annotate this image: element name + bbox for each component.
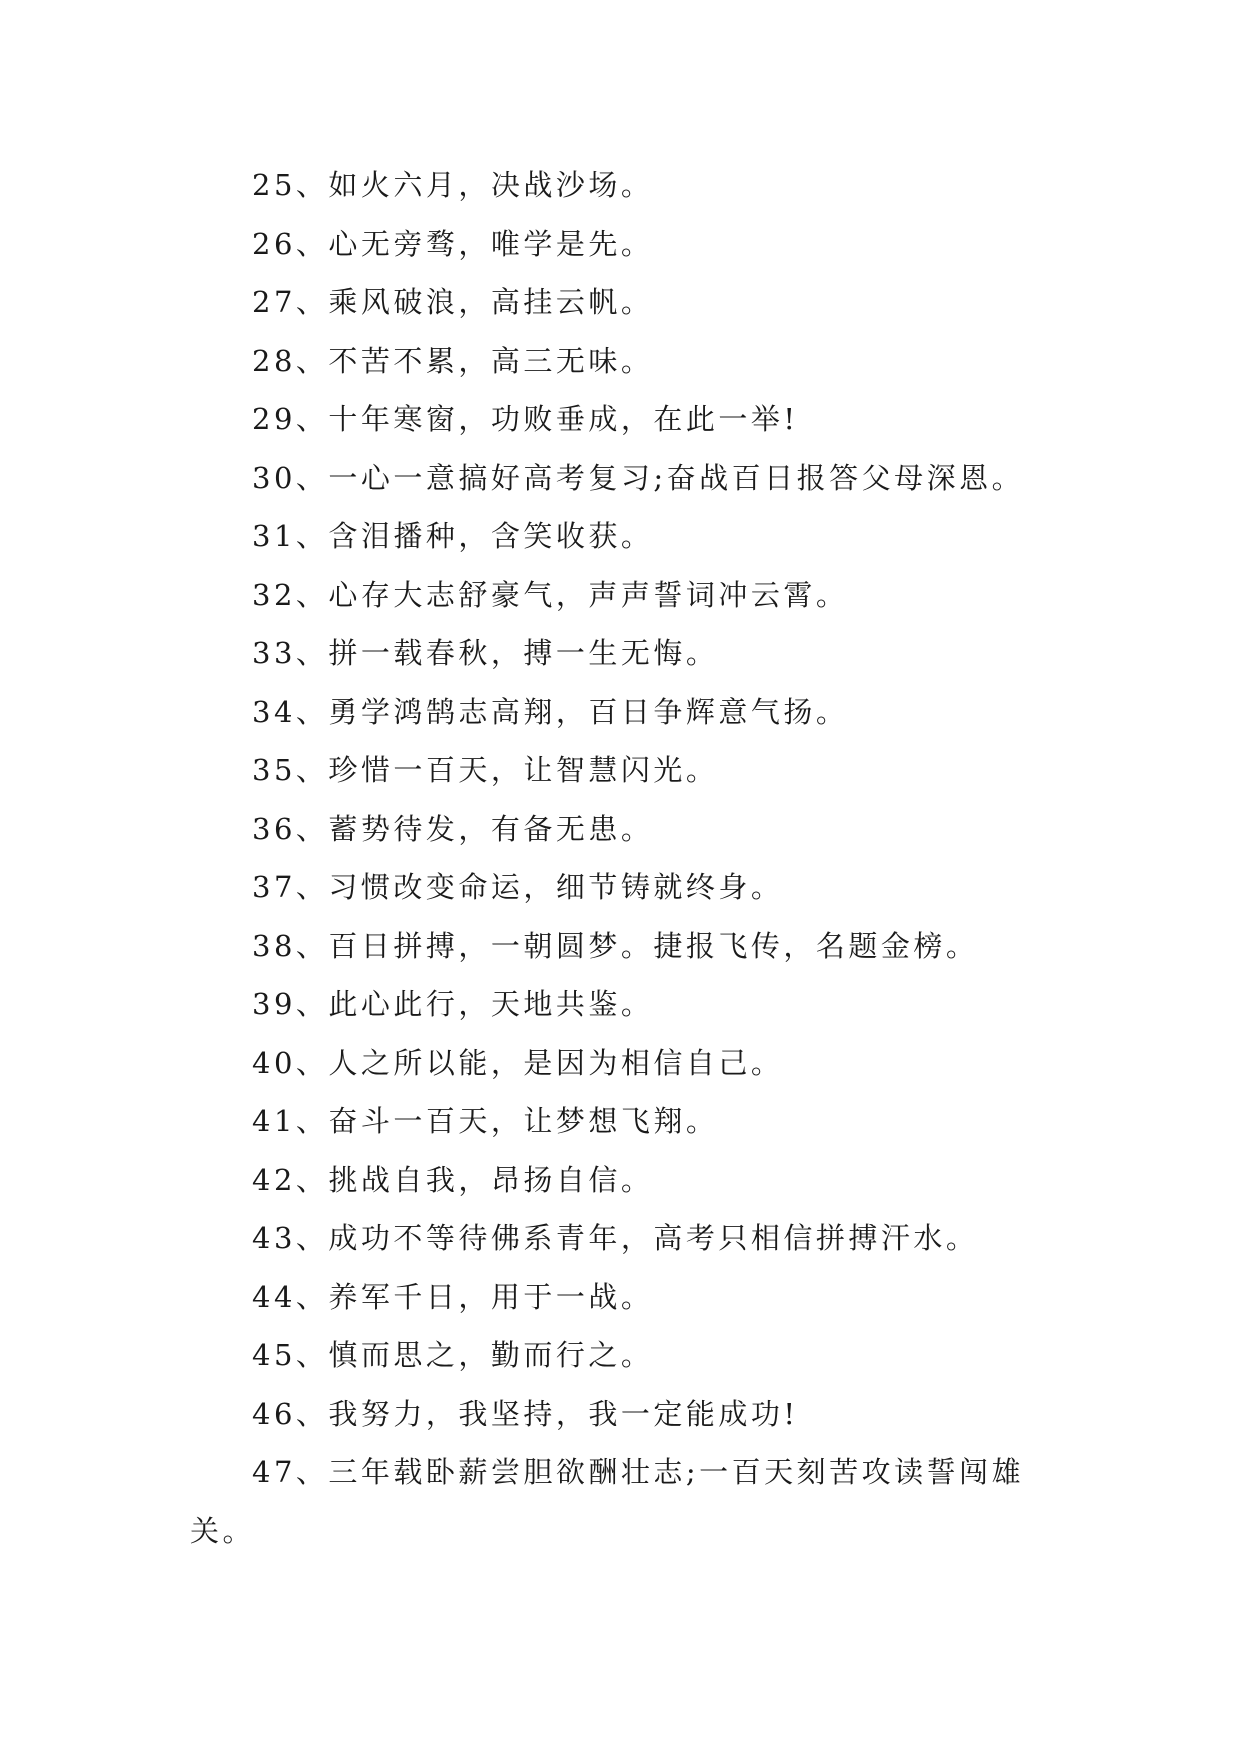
list-item: 39、此心此行，天地共鉴。 — [252, 987, 654, 1021]
list-item: 47、三年载卧薪尝胆欲酬壮志;一百天刻苦攻读誓闯雄关。 — [190, 1455, 1025, 1548]
list-item: 40、人之所以能，是因为相信自己。 — [252, 1045, 784, 1080]
list-item: 42、挑战自我，昂扬自信。 — [252, 1162, 654, 1197]
list-item: 25、如火六月，决战沙场。 — [252, 168, 654, 202]
list-item: 41、奋斗一百天，让梦想飞翔。 — [252, 1104, 719, 1138]
list-item: 26、心无旁骛，唯学是先。 — [252, 226, 654, 261]
list-item: 35、珍惜一百天，让智慧闪光。 — [252, 753, 719, 787]
list-item: 28、不苦不累，高三无味。 — [252, 343, 654, 378]
list-item: 45、慎而思之，勤而行之。 — [252, 1338, 654, 1372]
list-item: 46、我努力，我坚持，我一定能成功! — [252, 1396, 799, 1431]
list-item: 30、一心一意搞好高考复习;奋战百日报答父母深恩。 — [252, 460, 1025, 495]
list-item: 32、心存大志舒豪气，声声誓词冲云霄。 — [252, 577, 849, 612]
list-item: 38、百日拼搏，一朝圆梦。捷报飞传，名题金榜。 — [252, 928, 979, 963]
list-item: 44、养军千日，用于一战。 — [252, 1279, 654, 1314]
document-body — [190, 156, 1050, 1560]
list-item: 27、乘风破浪，高挂云帆。 — [252, 285, 654, 319]
list-item: 34、勇学鸿鹄志高翔，百日争辉意气扬。 — [252, 694, 849, 729]
list-item: 29、十年寒窗，功败垂成，在此一举! — [252, 402, 799, 436]
list-item: 43、成功不等待佛系青年，高考只相信拼搏汗水。 — [252, 1221, 979, 1255]
list-item: 36、蓄势待发，有备无患。 — [252, 811, 654, 846]
list-item: 31、含泪播种，含笑收获。 — [252, 519, 654, 553]
list-item: 33、拼一载春秋，搏一生无悔。 — [252, 636, 719, 670]
list-item: 37、习惯改变命运，细节铸就终身。 — [252, 870, 784, 904]
